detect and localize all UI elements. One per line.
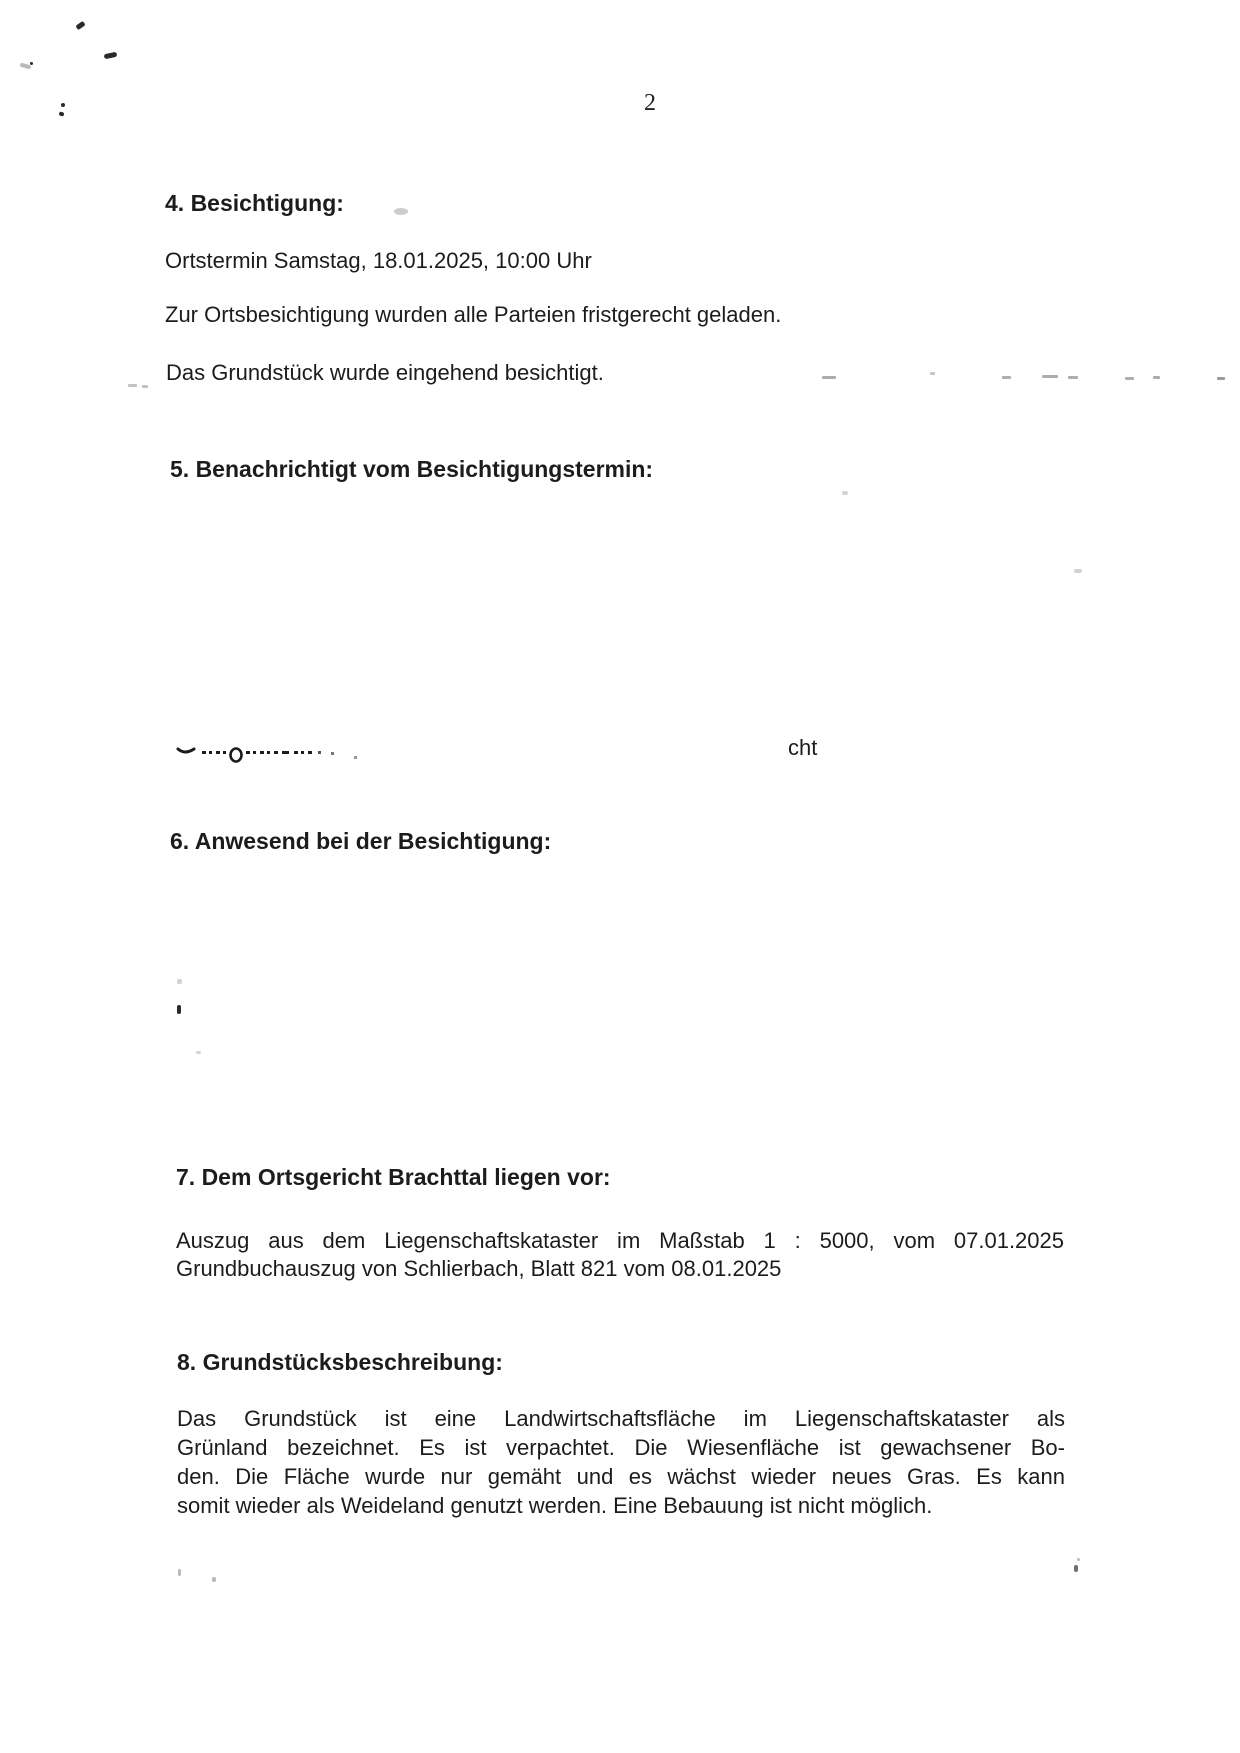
partial-word-cht: cht — [788, 735, 818, 760]
scan-speck — [196, 1051, 201, 1054]
scan-artifact-dash — [1002, 376, 1011, 379]
paragraph-line: Das Grundstück ist eine Landwirtschaftsfläche im Liegenschaftskataster als — [177, 1406, 1065, 1431]
section-7-line-kataster: Auszug aus dem Liegenschaftskataster im Maßstab 1 : 5000, vom 07.01.2025 — [176, 1228, 1064, 1253]
scan-artifact-dash — [1217, 377, 1225, 380]
section-7-line-grundbuch: Grundbuchauszug von Schlierbach, Blatt 821 vom 08.01.2025 — [176, 1256, 782, 1281]
scan-artifact-dash — [930, 372, 935, 375]
section-5-heading: 5. Benachrichtigt vom Besichtigungstermin: — [170, 456, 654, 482]
scan-smudge — [394, 208, 408, 215]
section-6-heading: 6. Anwesend bei der Besichtigung: — [170, 828, 552, 854]
scan-speck — [30, 62, 33, 65]
scan-artifact-dash — [1153, 376, 1160, 379]
scan-speck — [75, 21, 85, 30]
section-4-line-ladung: Zur Ortsbesichtigung wurden alle Parteien fristgerecht geladen. — [165, 302, 782, 327]
section-8-heading: 8. Grundstücksbeschreibung: — [177, 1349, 503, 1375]
section-4-line-besichtigt: Das Grundstück wurde eingehend besichtigt. — [166, 360, 604, 385]
scan-speck — [178, 1569, 181, 1576]
section-4-line-ortstermin: Ortstermin Samstag, 18.01.2025, 10:00 Uhr — [165, 248, 592, 273]
scan-speck — [842, 491, 848, 495]
section-4-heading: 4. Besichtigung: — [165, 190, 344, 216]
scan-artifact-dash — [128, 384, 137, 387]
scan-speck — [177, 979, 182, 984]
scan-speck — [1074, 569, 1082, 573]
scan-speck — [58, 111, 64, 116]
scan-speck — [104, 52, 118, 60]
scan-speck — [1074, 1565, 1078, 1572]
scan-artifact-dash — [822, 376, 836, 379]
scan-speck — [1077, 1558, 1080, 1561]
scan-artifact-dash — [1125, 377, 1134, 380]
scan-artifact-dash — [1042, 375, 1058, 378]
page-number: 2 — [644, 90, 656, 116]
redacted-text-remnant — [176, 742, 360, 766]
section-8-paragraph — [177, 1404, 1065, 1520]
scan-speck — [212, 1577, 216, 1582]
scan-speck — [177, 1005, 181, 1014]
scan-speck — [61, 103, 65, 107]
section-7-heading: 7. Dem Ortsgericht Brachttal liegen vor: — [176, 1164, 611, 1190]
scan-artifact-dash — [142, 385, 148, 388]
paragraph-line: somit wieder als Weideland genutzt werden. Eine Bebauung ist nicht möglich. — [177, 1493, 933, 1518]
paragraph-line: den. Die Fläche wurde nur gemäht und es wächst wieder neues Gras. Es kann — [177, 1464, 1065, 1489]
scan-artifact-dash — [1068, 376, 1078, 379]
paragraph-line: Grünland bezeichnet. Es ist verpachtet. Die Wiesenfläche ist gewachsener Bo- — [177, 1435, 1065, 1460]
